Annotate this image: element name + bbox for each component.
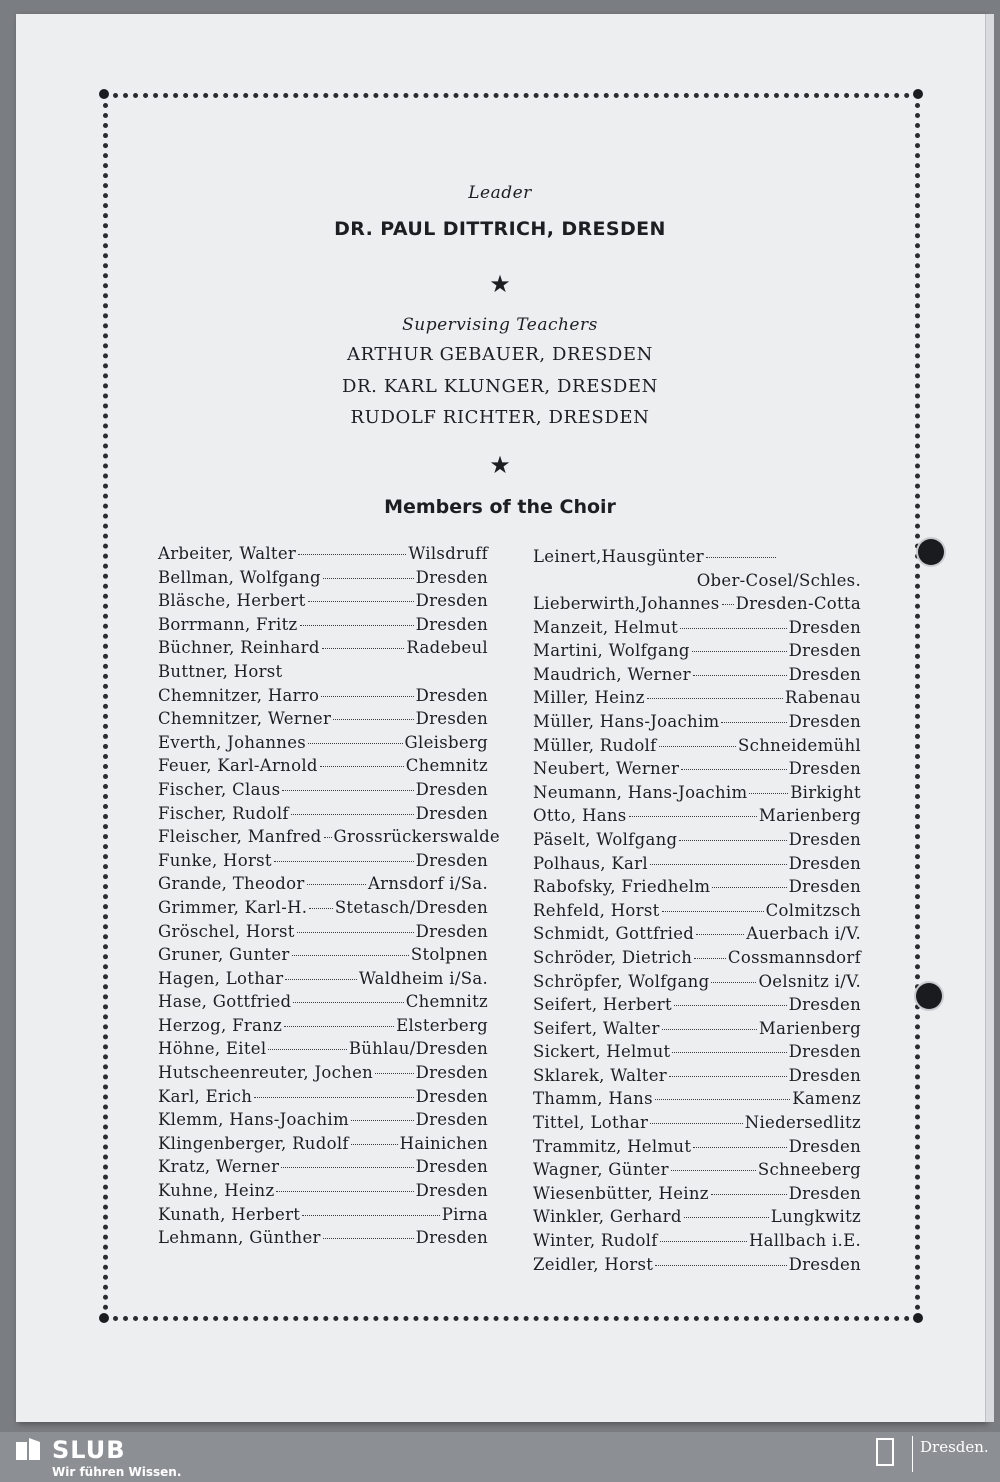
member-name: Martini, Wolfgang bbox=[533, 641, 690, 661]
dot-leader bbox=[320, 766, 404, 767]
member-name: Otto, Hans bbox=[533, 806, 627, 826]
dot-leader bbox=[629, 816, 757, 817]
member-town: Dresden bbox=[415, 614, 488, 634]
member-name: Hase, Gottfried bbox=[158, 992, 292, 1012]
dot-leader bbox=[659, 746, 737, 747]
dot-leader bbox=[693, 675, 787, 676]
dot-leader bbox=[655, 1099, 790, 1100]
member-town: Cossmannsdorf bbox=[727, 947, 861, 967]
member-name: Bläsche, Herbert bbox=[158, 591, 306, 611]
dot-leader bbox=[680, 628, 787, 629]
member-entry bbox=[533, 1182, 861, 1206]
member-town: Waldheim i/Sa. bbox=[358, 968, 488, 988]
member-entry bbox=[158, 896, 488, 920]
member-town: Dresden bbox=[415, 1110, 488, 1130]
member-entry bbox=[533, 639, 861, 663]
member-name: Neumann, Hans-Joachim bbox=[533, 782, 748, 802]
dot-leader bbox=[721, 722, 786, 723]
member-entry bbox=[533, 592, 861, 616]
member-name: Lieberwirth,Johannes bbox=[533, 594, 720, 613]
member-name: Fischer, Rudolf bbox=[158, 803, 289, 823]
member-name: Fleischer, Manfred bbox=[158, 827, 322, 847]
member-entry bbox=[533, 1205, 861, 1229]
member-town: Radebeul bbox=[406, 638, 488, 658]
dot-leader bbox=[692, 651, 787, 652]
member-name: Hutscheenreuter, Jochen bbox=[158, 1063, 374, 1083]
member-town: Dresden bbox=[415, 850, 488, 870]
member-town: Dresden bbox=[415, 1086, 488, 1106]
dot-leader bbox=[655, 1265, 786, 1266]
member-name: Grande, Theodor bbox=[158, 874, 305, 894]
dot-leader bbox=[693, 1147, 786, 1148]
dot-leader bbox=[276, 1191, 413, 1192]
member-town: Colmitzsch bbox=[765, 900, 861, 920]
member-town: Dresden bbox=[788, 995, 861, 1015]
member-entry bbox=[533, 993, 861, 1017]
dot-leader bbox=[293, 1002, 403, 1003]
dot-leader bbox=[684, 1217, 769, 1218]
member-entry bbox=[533, 970, 861, 994]
member-entry bbox=[533, 1040, 861, 1064]
member-entry bbox=[533, 616, 861, 640]
member-town: Dresden bbox=[415, 1063, 488, 1083]
member-entry bbox=[533, 757, 861, 781]
member-entry bbox=[158, 825, 500, 849]
member-entry bbox=[533, 1017, 861, 1041]
member-town: Dresden bbox=[788, 1183, 861, 1203]
slub-tagline: Wir führen Wissen. bbox=[52, 1465, 182, 1479]
member-town: Niedersedlitz bbox=[744, 1113, 861, 1133]
member-town: Schneidemühl bbox=[738, 735, 861, 755]
member-name: Klingenberger, Rudolf bbox=[158, 1133, 349, 1153]
teacher-name: DR. KARL KLUNGER, DRESDEN bbox=[342, 376, 658, 397]
member-entry bbox=[533, 663, 861, 687]
dot-leader bbox=[291, 814, 414, 815]
member-name: Winter, Rudolf bbox=[533, 1231, 658, 1251]
member-entry bbox=[158, 872, 488, 896]
member-name: Wiesenbütter, Heinz bbox=[533, 1183, 709, 1203]
dot-leader bbox=[669, 1076, 787, 1077]
dot-leader bbox=[274, 861, 414, 862]
member-name: Maudrich, Werner bbox=[533, 664, 691, 684]
member-town: Marienberg bbox=[758, 806, 861, 826]
leader-heading: Leader bbox=[468, 183, 532, 203]
member-name: Seifert, Walter bbox=[533, 1018, 660, 1038]
member-entry bbox=[533, 686, 861, 710]
teacher-name: RUDOLF RICHTER, DRESDEN bbox=[350, 407, 650, 428]
member-name: Schmidt, Gottfried bbox=[533, 924, 695, 944]
member-name: Buttner, Horst bbox=[158, 661, 283, 681]
member-name: Sklarek, Walter bbox=[533, 1065, 667, 1085]
dot-leader bbox=[351, 1120, 414, 1121]
member-entry bbox=[158, 1226, 488, 1250]
member-town: Marienberg bbox=[758, 1018, 861, 1038]
dot-leader bbox=[650, 864, 787, 865]
member-entry bbox=[158, 566, 488, 590]
member-town: Dresden bbox=[415, 1157, 488, 1177]
member-town: Dresden bbox=[415, 803, 488, 823]
member-name: Thamm, Hans bbox=[533, 1089, 653, 1109]
dot-leader bbox=[351, 1144, 398, 1145]
dot-leader bbox=[333, 719, 413, 720]
member-entry bbox=[158, 943, 488, 967]
member-town: Dresden bbox=[415, 779, 488, 799]
dot-leader bbox=[323, 1238, 414, 1239]
member-entry bbox=[533, 1158, 861, 1182]
border-corner-dot bbox=[99, 89, 109, 99]
member-town: Rabenau bbox=[784, 688, 861, 708]
member-entry bbox=[533, 1111, 861, 1135]
member-entry bbox=[158, 613, 488, 637]
member-entry bbox=[533, 710, 861, 734]
dot-leader bbox=[662, 911, 764, 912]
member-entry bbox=[533, 804, 861, 828]
member-town: Wilsdruff bbox=[408, 544, 488, 563]
dot-leader bbox=[660, 1241, 747, 1242]
punch-hole bbox=[918, 539, 944, 565]
footer-divider bbox=[912, 1436, 913, 1472]
member-entry bbox=[158, 589, 488, 613]
dot-leader bbox=[706, 557, 776, 558]
member-entry bbox=[158, 1132, 488, 1156]
member-name: Rehfeld, Horst bbox=[533, 900, 660, 920]
member-entry bbox=[158, 660, 488, 684]
member-name: Kratz, Werner bbox=[158, 1157, 280, 1177]
dot-leader bbox=[647, 698, 783, 699]
member-town: Arnsdorf i/Sa. bbox=[367, 874, 488, 894]
member-name: Chemnitzer, Harro bbox=[158, 685, 320, 705]
member-name: Päselt, Wolfgang bbox=[533, 829, 678, 849]
member-name: Leinert,Hausgünter bbox=[533, 547, 704, 566]
slub-logo-text: SLUB bbox=[52, 1436, 126, 1464]
dot-leader bbox=[749, 793, 788, 794]
footer-bar bbox=[0, 1432, 1000, 1482]
member-entry bbox=[533, 734, 861, 758]
member-name: Kuhne, Heinz bbox=[158, 1181, 275, 1201]
member-name: Chemnitzer, Werner bbox=[158, 709, 332, 729]
dot-leader bbox=[321, 696, 413, 697]
member-name: Karl, Erich bbox=[158, 1086, 253, 1106]
member-name: Grimmer, Karl-H. bbox=[158, 897, 308, 917]
dot-leader bbox=[711, 982, 756, 983]
dot-leader bbox=[302, 1215, 440, 1216]
dot-leader bbox=[268, 1049, 346, 1050]
member-name: Tittel, Lothar bbox=[533, 1113, 649, 1133]
member-town: Gleisberg bbox=[404, 732, 488, 752]
member-name: Müller, Rudolf bbox=[533, 735, 657, 755]
member-entry bbox=[158, 1061, 488, 1085]
dot-leader bbox=[322, 648, 405, 649]
star-divider: ★ bbox=[489, 451, 511, 479]
member-name: Everth, Johannes bbox=[158, 732, 307, 752]
member-town: Dresden bbox=[788, 664, 861, 684]
member-name: Winkler, Gerhard bbox=[533, 1207, 682, 1227]
member-name: Hagen, Lothar bbox=[158, 968, 284, 988]
member-town: Dresden bbox=[415, 685, 488, 705]
member-name: Trammitz, Helmut bbox=[533, 1136, 692, 1156]
member-town: Stolpnen bbox=[410, 945, 488, 965]
members-list-left bbox=[158, 542, 500, 1250]
member-name: Müller, Hans-Joachim bbox=[533, 711, 720, 731]
dot-leader bbox=[254, 1097, 413, 1098]
member-town: Dresden bbox=[788, 877, 861, 897]
dot-leader bbox=[297, 932, 414, 933]
dot-leader bbox=[308, 601, 414, 602]
member-town: Chemnitz bbox=[405, 992, 488, 1012]
member-town: Birkight bbox=[790, 782, 861, 802]
dot-leader bbox=[282, 790, 413, 791]
member-name: Klemm, Hans-Joachim bbox=[158, 1110, 349, 1130]
dot-leader bbox=[298, 554, 406, 555]
teacher-name: ARTHUR GEBAUER, DRESDEN bbox=[346, 344, 653, 365]
member-entry bbox=[533, 828, 861, 852]
dot-leader bbox=[281, 1167, 413, 1168]
member-entry bbox=[533, 922, 861, 946]
member-entry bbox=[158, 967, 488, 991]
member-name: Funke, Horst bbox=[158, 850, 272, 870]
member-entry bbox=[158, 1014, 488, 1038]
member-name: Gruner, Gunter bbox=[158, 945, 290, 965]
member-name: Wagner, Günter bbox=[533, 1160, 669, 1180]
member-name: Höhne, Eitel bbox=[158, 1039, 267, 1059]
teachers-heading: Supervising Teachers bbox=[402, 315, 598, 335]
member-name: Lehmann, Günther bbox=[158, 1228, 321, 1248]
member-town: Kamenz bbox=[792, 1089, 861, 1109]
member-town: Bühlau/Dresden bbox=[348, 1039, 488, 1059]
member-entry bbox=[533, 1064, 861, 1088]
member-town: Auerbach i/V. bbox=[746, 924, 861, 944]
member-town: Pirna bbox=[441, 1204, 488, 1224]
dot-leader bbox=[722, 604, 734, 605]
member-town: Elsterberg bbox=[396, 1015, 488, 1035]
dot-leader bbox=[375, 1073, 414, 1074]
member-entry bbox=[158, 778, 488, 802]
member-name: Borrmann, Fritz bbox=[158, 614, 298, 634]
member-town: Dresden bbox=[415, 1228, 488, 1248]
member-name: Zeidler, Horst bbox=[533, 1254, 654, 1274]
member-name: Neubert, Werner bbox=[533, 759, 680, 779]
dot-leader bbox=[292, 955, 409, 956]
member-town: Stetasch/Dresden bbox=[334, 897, 488, 917]
member-town: Dresden bbox=[415, 1181, 488, 1201]
member-entry bbox=[158, 542, 488, 566]
member-town: Dresden bbox=[415, 567, 488, 587]
dot-leader bbox=[712, 887, 786, 888]
member-entry bbox=[533, 1135, 861, 1159]
member-entry bbox=[158, 636, 488, 660]
member-name: Feuer, Karl-Arnold bbox=[158, 756, 318, 776]
member-name: Seifert, Herbert bbox=[533, 995, 672, 1015]
member-name: Miller, Heinz bbox=[533, 688, 645, 708]
member-town: Dresden bbox=[415, 921, 488, 941]
member-town: Dresden bbox=[415, 709, 488, 729]
dot-leader bbox=[679, 840, 786, 841]
member-entry bbox=[158, 849, 488, 873]
member-town: Dresden bbox=[788, 641, 861, 661]
member-entry bbox=[533, 1087, 861, 1111]
member-entry bbox=[158, 802, 488, 826]
member-name: Arbeiter, Walter bbox=[158, 544, 297, 563]
member-name: Kunath, Herbert bbox=[158, 1204, 301, 1224]
dot-leader bbox=[681, 769, 786, 770]
member-town: Dresden bbox=[788, 759, 861, 779]
member-entry bbox=[158, 1108, 488, 1132]
member-entry bbox=[158, 754, 488, 778]
member-town: Dresden bbox=[788, 617, 861, 637]
slub-book-icon bbox=[14, 1436, 42, 1462]
member-town: Dresden bbox=[788, 1136, 861, 1156]
member-entry bbox=[533, 875, 861, 899]
member-name: Sickert, Helmut bbox=[533, 1042, 671, 1062]
border-corner-dot bbox=[913, 89, 923, 99]
member-town: Chemnitz bbox=[405, 756, 488, 776]
member-entry bbox=[533, 545, 861, 592]
member-entry bbox=[158, 731, 488, 755]
member-entry bbox=[158, 1203, 488, 1227]
member-town: Lungkwitz bbox=[770, 1207, 861, 1227]
dot-leader bbox=[307, 884, 366, 885]
member-entry bbox=[533, 946, 861, 970]
dot-leader bbox=[671, 1170, 756, 1171]
member-entry bbox=[533, 781, 861, 805]
member-entry bbox=[158, 990, 488, 1014]
dot-leader bbox=[308, 743, 402, 744]
dot-leader bbox=[323, 578, 414, 579]
member-name: Fischer, Claus bbox=[158, 779, 281, 799]
member-name: Bellman, Wolfgang bbox=[158, 567, 321, 587]
member-name: Büchner, Reinhard bbox=[158, 638, 320, 658]
member-town: Schneeberg bbox=[757, 1160, 861, 1180]
member-town: Dresden bbox=[415, 591, 488, 611]
member-name: Schröpfer, Wolfgang bbox=[533, 971, 710, 991]
dot-leader bbox=[674, 1005, 787, 1006]
member-town: Grossrückerswalde bbox=[333, 827, 500, 847]
border-corner-dot bbox=[99, 1313, 109, 1323]
member-entry bbox=[533, 852, 861, 876]
member-entry bbox=[533, 899, 861, 923]
member-entry bbox=[158, 920, 488, 944]
member-name: Gröschel, Horst bbox=[158, 921, 295, 941]
member-town: Dresden-Cotta bbox=[735, 594, 861, 613]
member-town: Dresden bbox=[788, 711, 861, 731]
member-entry bbox=[158, 1085, 488, 1109]
members-list-right bbox=[533, 545, 861, 1276]
member-entry bbox=[158, 707, 488, 731]
dot-leader bbox=[672, 1052, 786, 1053]
member-entry bbox=[158, 1155, 488, 1179]
member-name: Schröder, Dietrich bbox=[533, 947, 693, 967]
star-divider: ★ bbox=[489, 270, 511, 298]
member-entry bbox=[158, 684, 488, 708]
member-name: Rabofsky, Friedhelm bbox=[533, 877, 711, 897]
dot-leader bbox=[285, 979, 356, 980]
member-entry bbox=[533, 1253, 861, 1277]
border-corner-dot bbox=[913, 1313, 923, 1323]
member-name: Herzog, Franz bbox=[158, 1015, 283, 1035]
members-title: Members of the Choir bbox=[384, 496, 616, 518]
member-name: Manzeit, Helmut bbox=[533, 617, 679, 637]
member-town: Ober-Cosel/Schles. bbox=[696, 570, 861, 590]
dresden-logo-text: Dresden. bbox=[920, 1438, 989, 1456]
member-town: Dresden bbox=[788, 853, 861, 873]
dot-leader bbox=[300, 625, 414, 626]
dot-leader bbox=[650, 1123, 743, 1124]
member-town: Hainichen bbox=[399, 1133, 488, 1153]
dot-leader bbox=[284, 1026, 394, 1027]
dot-leader bbox=[694, 958, 726, 959]
member-entry bbox=[158, 1179, 488, 1203]
member-name: Polhaus, Karl bbox=[533, 853, 648, 873]
member-entry bbox=[158, 1037, 488, 1061]
member-town: Dresden bbox=[788, 1254, 861, 1274]
member-town: Dresden bbox=[788, 1065, 861, 1085]
dresden-crest-icon bbox=[876, 1438, 894, 1466]
dot-leader bbox=[324, 837, 332, 838]
dot-leader bbox=[309, 908, 333, 909]
leader-name: DR. PAUL DITTRICH, DRESDEN bbox=[334, 218, 666, 240]
member-town: Dresden bbox=[788, 829, 861, 849]
dot-leader bbox=[662, 1029, 757, 1030]
punch-hole bbox=[916, 983, 942, 1009]
member-town: Dresden bbox=[788, 1042, 861, 1062]
member-town: Oelsnitz i/V. bbox=[758, 971, 861, 991]
dot-leader bbox=[711, 1194, 787, 1195]
member-entry bbox=[533, 1229, 861, 1253]
dot-leader bbox=[696, 934, 744, 935]
member-town: Hallbach i.E. bbox=[748, 1231, 861, 1251]
